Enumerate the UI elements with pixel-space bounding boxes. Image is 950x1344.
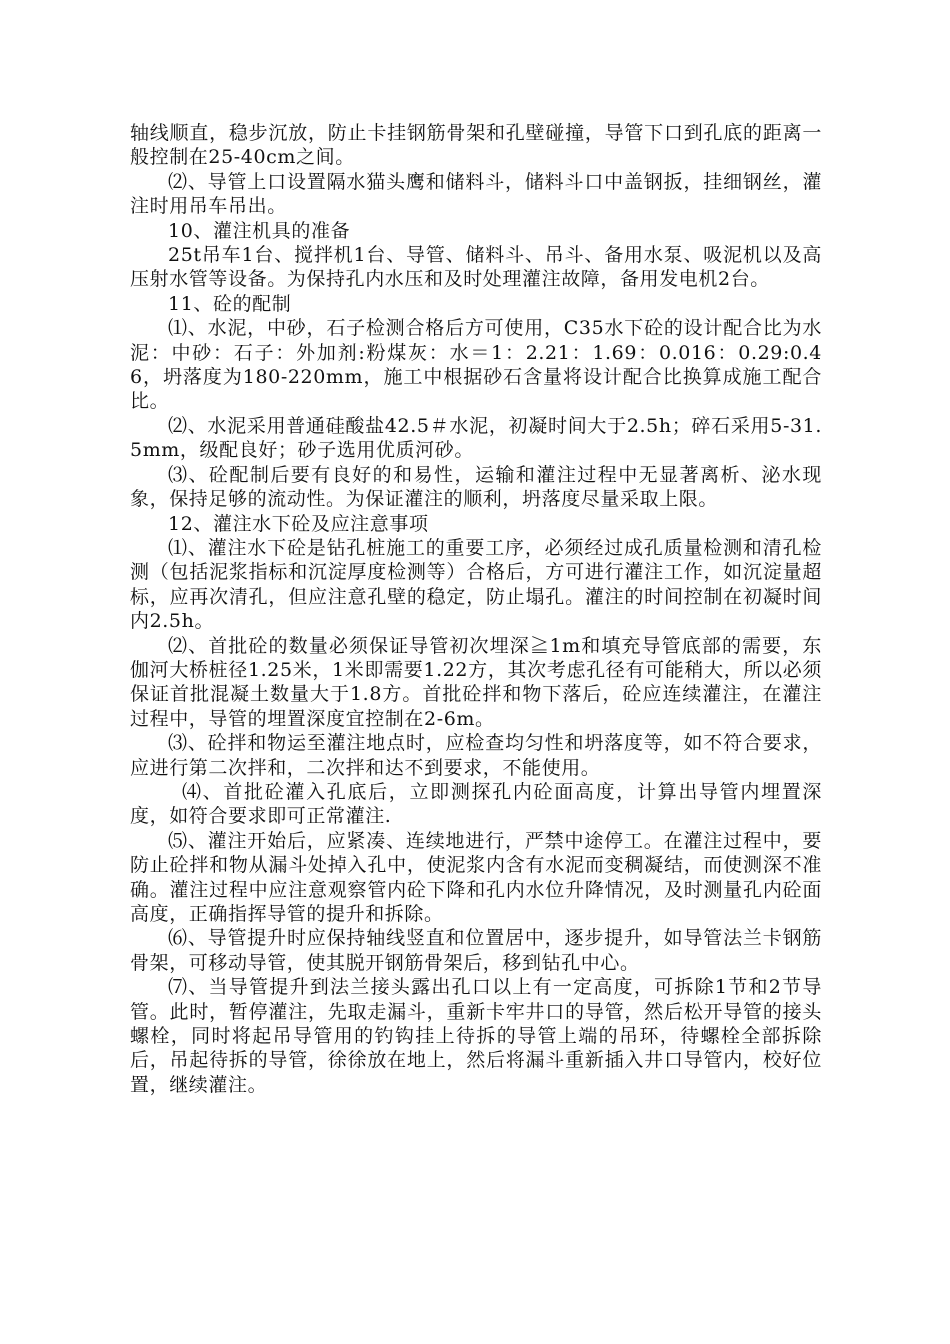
- paragraph-item: ⑵、首批砼的数量必须保证导管初次埋深≧1m和填充导管底部的需要，东伽河大桥桩径1.25米，1米即需要1.22方，其次考虑孔径有可能稍大，所以必须保证首批混凝土数量大于1.8方。首批砼拌和物下落后，砼应连续灌注，在灌注过程中，导管的埋置深度宜控制在2-6m。: [130, 634, 822, 730]
- paragraph-item: ⑹、导管提升时应保持轴线竖直和位置居中，逐步提升，如导管法兰卡钢筋骨架，可移动导管，使其脱开钢筋骨架后，移到钻孔中心。: [130, 927, 822, 974]
- paragraph-item: ⑶、砼配制后要有良好的和易性，运输和灌注过程中无显著离析、泌水现象，保持足够的流动性。为保证灌注的顺利，坍落度尽量采取上限。: [130, 463, 822, 511]
- section-heading: 11、砼的配制: [168, 292, 292, 315]
- paragraph-item: ⑶、砼拌和物运至灌注地点时，应检查均匀性和坍落度等，如不符合要求，应进行第二次拌和，二次拌和达不到要求，不能使用。: [130, 732, 822, 779]
- document-body: [130, 121, 822, 1097]
- paragraph-item: ⑺、当导管提升到法兰接头露出孔口以上有一定高度，可拆除1节和2节导管。此时，暂停灌注，先取走漏斗，重新卡牢井口的导管，然后松开导管的接头螺栓，同时将起吊导管用的钓钩挂上待拆的导管上端的吊环，待螺栓全部拆除后，吊起待拆的导管，徐徐放在地上，然后将漏斗重新插入井口导管内，校好位置，继续灌注。: [130, 976, 822, 1096]
- paragraph-item: ⑴、灌注水下砼是钻孔桩施工的重要工序，必须经过成孔质量检测和清孔检测（包括泥浆指标和沉淀厚度检测等）合格后，方可进行灌注工作，如沉淀量超标，应再次清孔，但应注意孔壁的稳定，防止塌孔。灌注的时间控制在初凝时间内2.5h。: [130, 536, 822, 633]
- section-heading: 12、灌注水下砼及应注意事项: [168, 512, 429, 535]
- paragraph-item: ⑸、灌注开始后，应紧凑、连续地进行，严禁中途停工。在灌注过程中，要防止砼拌和物从漏斗处掉入孔中，使泥浆内含有水泥而变稠凝结，而使测深不准确。灌注过程中应注意观察管内砼下降和孔内水位升降情况，及时测量孔内砼面高度，正确指挥导管的提升和拆除。: [130, 829, 822, 925]
- paragraph-continuation: 轴线顺直，稳步沉放，防止卡挂钢筋骨架和孔壁碰撞，导管下口到孔底的距离一般控制在25-40cm之间。: [130, 122, 822, 169]
- paragraph-item: ⑵、导管上口设置隔水猫头鹰和储料斗，储料斗口中盖钢扳，挂细钢丝，灌注时用吊车吊出。: [130, 170, 822, 218]
- paragraph-item: ⑵、水泥采用普通硅酸盐42.5＃水泥，初凝时间大于2.5h；碎石采用5-31.5mm，级配良好；砂子选用优质河砂。: [130, 414, 822, 462]
- paragraph-item: ⑴、水泥，中砂，石子检测合格后方可使用，C35水下砼的设计配合比为水泥：中砂：石子：外加剂:粉煤灰：水＝1：2.21：1.69：0.016：0.29:0.46，坍落度为180-220mm，施工中根据砂石含量将设计配合比换算成施工配合比。: [130, 317, 822, 413]
- section-heading: 10、灌注机具的准备: [168, 219, 351, 242]
- paragraph-item: ⑷、首批砼灌入孔底后，立即测探孔内砼面高度，计算出导管内埋置深度，如符合要求即可正常灌注.: [130, 780, 822, 828]
- paragraph-body: 25t吊车1台、搅拌机1台、导管、储料斗、吊斗、备用水泵、吸泥机以及高压射水管等设备。为保持孔内水压和及时处理灌注故障，备用发电机2台。: [130, 244, 822, 291]
